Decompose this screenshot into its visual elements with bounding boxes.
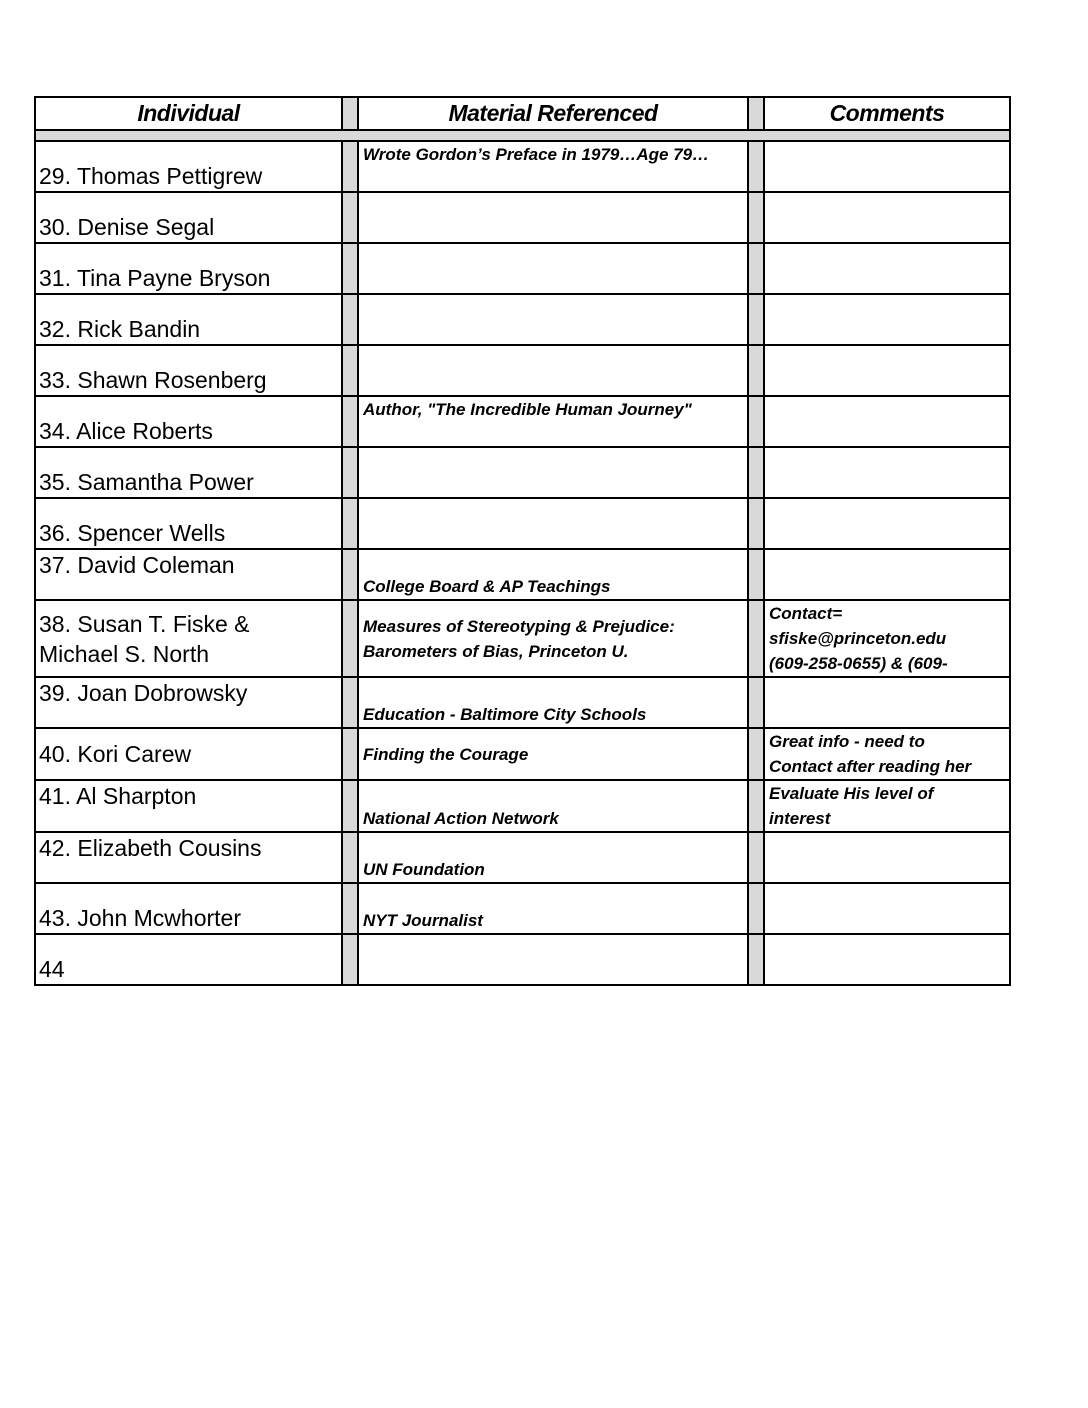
column-separator	[342, 883, 358, 934]
table-row	[35, 549, 1010, 600]
column-separator	[342, 396, 358, 447]
individual-cell: 32. Rick Bandin	[35, 294, 342, 345]
material-cell: National Action Network	[358, 780, 748, 832]
table-row	[35, 396, 1010, 447]
table-row	[35, 677, 1010, 728]
individual-cell: 37. David Coleman	[35, 549, 342, 600]
header-divider-band	[35, 130, 1010, 141]
comments-cell	[764, 294, 1010, 345]
column-separator	[342, 934, 358, 985]
comment-line: Contact=	[769, 604, 843, 623]
column-separator	[342, 97, 358, 130]
individual-cell: 42. Elizabeth Cousins	[35, 832, 342, 883]
comments-cell	[764, 192, 1010, 243]
individual-cell	[35, 600, 342, 677]
header-individual: Individual	[35, 97, 342, 130]
comment-line: interest	[769, 809, 831, 828]
material-cell: Education - Baltimore City Schools	[358, 677, 748, 728]
column-separator	[342, 549, 358, 600]
comments-cell	[764, 447, 1010, 498]
comments-cell	[764, 934, 1010, 985]
column-separator	[748, 780, 764, 832]
column-separator	[748, 396, 764, 447]
material-cell	[358, 498, 748, 549]
table-row	[35, 243, 1010, 294]
material-cell	[358, 934, 748, 985]
material-cell: Author, "The Incredible Human Journey"	[358, 396, 748, 447]
table-row	[35, 728, 1010, 780]
column-separator	[748, 141, 764, 192]
column-separator	[748, 549, 764, 600]
comment-line: Contact after reading her	[769, 757, 972, 776]
material-cell: Wrote Gordon’s Preface in 1979…Age 79…	[358, 141, 748, 192]
column-separator	[748, 447, 764, 498]
comment-line: Great info - need to	[769, 732, 925, 751]
individual-cell: 31. Tina Payne Bryson	[35, 243, 342, 294]
individual-cell: 30. Denise Segal	[35, 192, 342, 243]
material-cell	[358, 345, 748, 396]
comment-line: sfiske@princeton.edu	[769, 629, 947, 648]
individual-cell: 34. Alice Roberts	[35, 396, 342, 447]
material-cell	[358, 243, 748, 294]
individual-cell: 40. Kori Carew	[35, 728, 342, 780]
material-cell: College Board & AP Teachings	[358, 549, 748, 600]
material-cell: Finding the Courage	[358, 728, 748, 780]
individual-cell: 41. Al Sharpton	[35, 780, 342, 832]
material-cell	[358, 447, 748, 498]
column-separator	[748, 498, 764, 549]
comments-cell	[764, 600, 1010, 677]
individual-cell: 44	[35, 934, 342, 985]
comments-cell	[764, 780, 1010, 832]
column-separator	[342, 498, 358, 549]
comments-cell	[764, 549, 1010, 600]
column-separator	[748, 832, 764, 883]
material-cell	[358, 294, 748, 345]
table-row	[35, 498, 1010, 549]
column-separator	[342, 780, 358, 832]
header-comments: Comments	[764, 97, 1010, 130]
column-separator	[342, 345, 358, 396]
column-separator	[748, 294, 764, 345]
column-separator	[342, 677, 358, 728]
material-cell	[358, 192, 748, 243]
table-row	[35, 141, 1010, 192]
column-separator	[748, 600, 764, 677]
comment-line: Evaluate His level of	[769, 784, 934, 803]
table-row	[35, 883, 1010, 934]
individual-cell: 35. Samantha Power	[35, 447, 342, 498]
column-separator	[748, 728, 764, 780]
header-material-referenced: Material Referenced	[358, 97, 748, 130]
column-separator	[342, 447, 358, 498]
material-cell: UN Foundation	[358, 832, 748, 883]
header-row	[35, 97, 1010, 130]
column-separator	[342, 832, 358, 883]
comments-cell	[764, 396, 1010, 447]
comments-cell	[764, 677, 1010, 728]
individual-cell: 39. Joan Dobrowsky	[35, 677, 342, 728]
table-row	[35, 294, 1010, 345]
material-cell: NYT Journalist	[358, 883, 748, 934]
individual-line: 38. Susan T. Fiske &	[39, 610, 250, 637]
column-separator	[748, 192, 764, 243]
table-row	[35, 447, 1010, 498]
comments-cell	[764, 832, 1010, 883]
comments-cell	[764, 141, 1010, 192]
individual-cell: 43. John Mcwhorter	[35, 883, 342, 934]
column-separator	[748, 243, 764, 294]
column-separator	[748, 934, 764, 985]
table-row	[35, 192, 1010, 243]
table-row	[35, 600, 1010, 677]
column-separator	[342, 294, 358, 345]
column-separator	[748, 677, 764, 728]
comment-line: (609-258-0655) & (609-	[769, 654, 948, 673]
column-separator	[342, 243, 358, 294]
table-row	[35, 345, 1010, 396]
individual-cell: 36. Spencer Wells	[35, 498, 342, 549]
comments-cell	[764, 243, 1010, 294]
individual-cell: 29. Thomas Pettigrew	[35, 141, 342, 192]
comments-cell	[764, 498, 1010, 549]
column-separator	[342, 192, 358, 243]
column-separator	[342, 600, 358, 677]
divider-band-cell	[35, 130, 1010, 141]
material-cell: Measures of Stereotyping & Prejudice: Barometers of Bias, Princeton U.	[358, 600, 748, 677]
table-row	[35, 780, 1010, 832]
comments-cell	[764, 728, 1010, 780]
column-separator	[748, 345, 764, 396]
comments-cell	[764, 883, 1010, 934]
reference-table	[34, 96, 1011, 986]
comments-cell	[764, 345, 1010, 396]
column-separator	[342, 141, 358, 192]
column-separator	[748, 883, 764, 934]
column-separator	[342, 728, 358, 780]
individual-line: Michael S. North	[39, 640, 210, 667]
column-separator	[748, 97, 764, 130]
table-row	[35, 934, 1010, 985]
individual-cell: 33. Shawn Rosenberg	[35, 345, 342, 396]
table-row	[35, 832, 1010, 883]
